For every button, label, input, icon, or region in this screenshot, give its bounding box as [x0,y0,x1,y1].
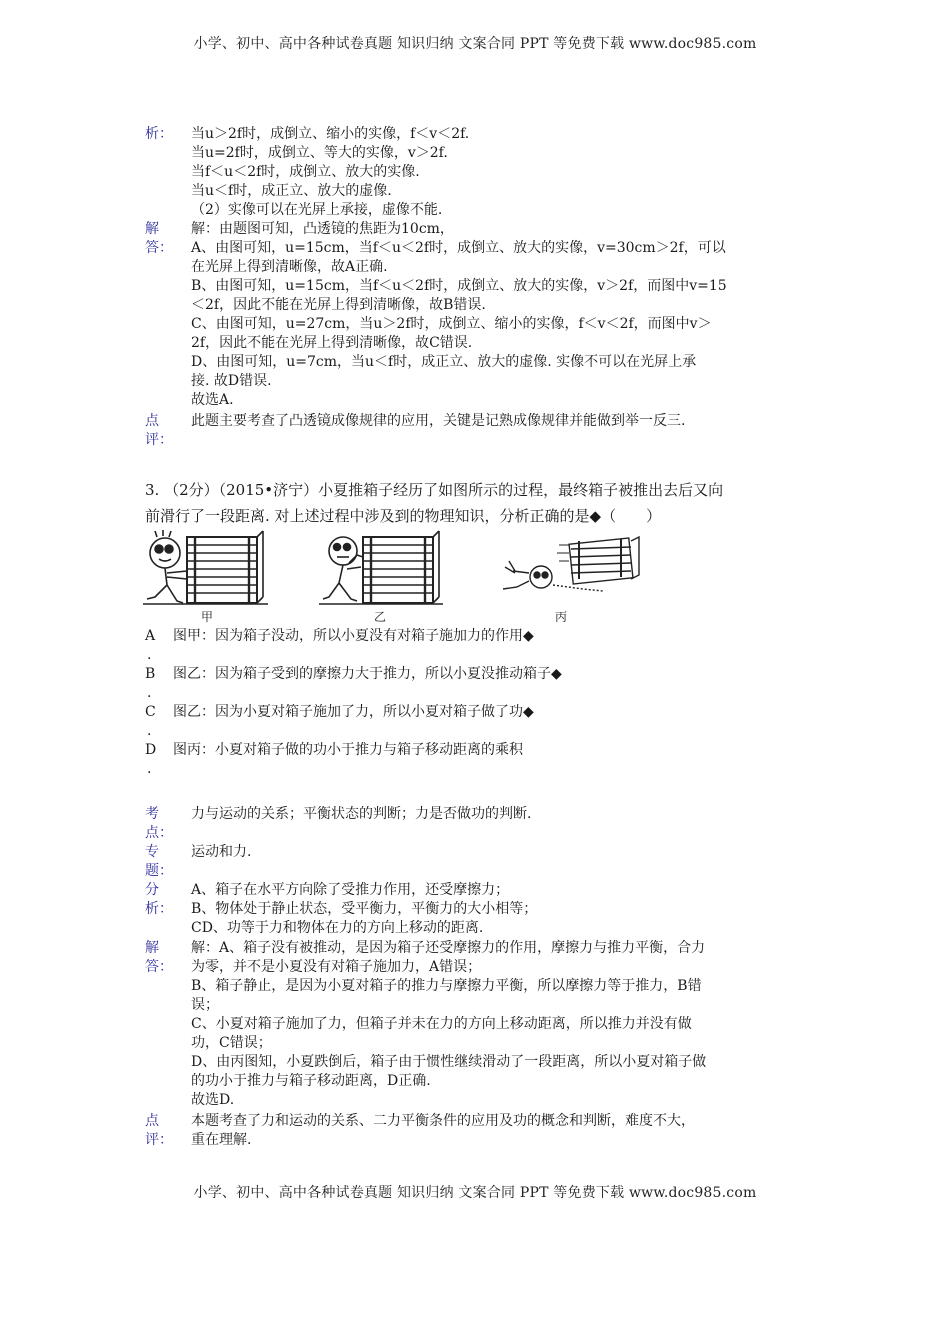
option-d[interactable] [145,741,805,779]
option-text: 图甲：因为箱子没动，所以小夏没有对箱子施加力的作用◆ [173,628,534,644]
text-line: B、由图可知，u=15cm，当f＜u＜2f时，成倒立、放大的实像，v＞2f，而图中v=15 [191,278,727,294]
q3-comment-label: 点 评： [145,1113,173,1148]
text-line: 接. 故D错误. [191,373,272,389]
q3-figure [143,527,663,627]
text-line: 运动和力. [191,844,252,860]
option-dot: . [147,761,152,777]
figure-panel-jia [143,530,268,604]
text-line: 功，C错误； [191,1035,272,1051]
q3-analysis-label: 分 析： [145,882,173,917]
option-c[interactable] [145,703,805,741]
text-line: 力与运动的关系；平衡状态的判断；力是否做功的判断. [191,806,532,822]
text-line: A、由图可知，u=15cm，当f＜u＜2f时，成倒立、放大的实像，v=30cm＞2f，可以 [191,240,726,256]
option-text: 图乙：因为小夏对箱子施加了力，所以小夏对箱子做了功◆ [173,704,534,720]
text-line: 此题主要考查了凸透镜成像规律的应用，关键是记熟成像规律并能做到举一反三. [191,413,686,429]
option-dot: . [147,723,152,739]
text-line: B、箱子静止，是因为小夏对箱子的推力与摩擦力平衡，所以摩擦力等于推力，B错 [191,978,702,994]
option-text: 图丙：小夏对箱子做的功小于推力与箱子移动距离的乘积 [173,742,523,758]
text-line: 当u＜f时，成正立、放大的虚像. [191,183,392,199]
q3-options [145,627,805,779]
text-line: D、由图可知，u=7cm，当u＜f时，成正立、放大的虚像. 实像不可以在光屏上承 [191,354,697,370]
text-line: C、小夏对箱子施加了力，但箱子并未在力的方向上移动距离，所以推力并没有做 [191,1016,692,1032]
figure-label-jia: 甲 [201,610,214,624]
text-line: CD、功等于力和物体在力的方向上移动的距离. [191,920,484,936]
text-line: 当u=2f时，成倒立、等大的实像，v＞2f. [191,145,448,161]
text-line: D、由丙图知，小夏跌倒后，箱子由于惯性继续滑动了一段距离，所以小夏对箱子做 [191,1054,707,1070]
text-line: 当u＞2f时，成倒立、缩小的实像，f＜v＜2f. [191,126,470,142]
q2-comment-label: 点 评： [145,413,173,448]
option-letter: A [145,628,156,644]
q3-stem-line: 前滑行了一段距离. 对上述过程中涉及到的物理知识，分析正确的是◆（ ） [145,507,662,525]
option-a[interactable] [145,627,805,665]
q2-answer-label: 解 答： [145,221,173,256]
text-line: 为零，并不是小夏没有对箱子施加力，A错误； [191,959,482,975]
option-letter: B [145,666,156,682]
option-letter: C [145,704,156,720]
text-line: 2f，因此不能在光屏上得到清晰像，故C错误. [191,335,473,351]
q3-zhuanti-block [145,843,810,879]
text-line: 故选D. [191,1092,235,1108]
figure-label-bing: 丙 [555,610,568,624]
option-text: 图乙：因为箱子受到的摩擦力大于推力，所以小夏没推动箱子◆ [173,666,562,682]
q3-kaodian-block [145,805,810,841]
option-letter: D [145,742,157,758]
text-line: 在光屏上得到清晰像，故A正确. [191,259,388,275]
option-dot: . [147,685,152,701]
text-line: 当f＜u＜2f时，成倒立、放大的实像. [191,164,420,180]
text-line: 故选A. [191,392,234,408]
q3-stem [145,477,815,529]
text-line: 重在理解. [191,1132,252,1148]
text-line: C、由图可知，u=27cm，当u＞2f时，成倒立、缩小的实像，f＜v＜2f，而图中v＞ [191,316,712,332]
q3-kaodian-label: 考 点： [145,806,173,841]
text-line: B、物体处于静止状态，受平衡力，平衡力的大小相等； [191,901,538,917]
text-line: ＜2f，因此不能在光屏上得到清晰像，故B错误. [191,297,486,313]
page-footer: 小学、初中、高中各种试卷真题 知识归纳 文案合同 PPT 等免费下载 www.doc985.com [193,1185,757,1201]
figure-label-yi: 乙 [374,610,387,624]
text-line: 解：由题图可知，凸透镜的焦距为10cm， [191,221,454,237]
text-line: 解：A、箱子没有被推动，是因为箱子还受摩擦力的作用，摩擦力与推力平衡，合力 [191,940,706,956]
q3-analysis-block [145,881,810,938]
option-b[interactable] [145,665,805,703]
text-line: 误； [191,997,219,1013]
q3-comment-block [145,1112,810,1150]
figure-panel-yi [319,531,443,604]
q2-analysis-block [145,125,810,220]
q3-answer-label: 解 答： [145,940,173,975]
page-header: 小学、初中、高中各种试卷真题 知识归纳 文案合同 PPT 等免费下载 www.doc985.com [193,36,757,52]
text-line: 本题考查了力和运动的关系、二力平衡条件的应用及功的概念和判断，难度不大， [191,1113,695,1129]
figure-panel-bing [503,537,639,591]
text-line: 的功小于推力与箱子移动距离，D正确. [191,1073,431,1089]
text-line: A、箱子在水平方向除了受推力作用，还受摩擦力； [191,882,510,898]
q2-comment-block [145,412,810,448]
q3-answer-block [145,939,810,1110]
option-dot: . [147,647,152,663]
text-line: （2）实像可以在光屏上承接，虚像不能. [191,202,443,218]
q3-zhuanti-label: 专 题： [145,844,173,879]
q3-stem-line: 3. （2分）（2015•济宁）小夏推箱子经历了如图所示的过程，最终箱子被推出去后又向 [145,481,724,499]
q2-answer-block [145,220,810,410]
q2-analysis-label: 析： [145,126,173,142]
